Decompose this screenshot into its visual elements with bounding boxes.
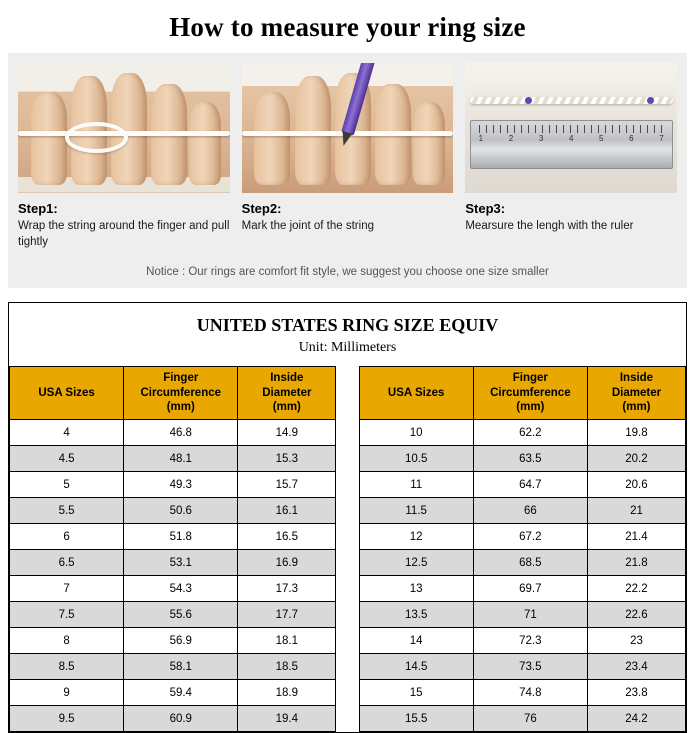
ruler-measuring-string-photo — [465, 63, 677, 193]
cell-usa-size-left: 4.5 — [10, 446, 124, 472]
cell-usa-size-left: 5 — [10, 472, 124, 498]
ruler-number: 6 — [629, 134, 634, 144]
cell-circumference-right: 63.5 — [473, 446, 587, 472]
ring-size-table — [9, 366, 686, 732]
cell-diameter-left: 15.3 — [238, 446, 336, 472]
cell-circumference-right: 69.7 — [473, 576, 587, 602]
table-subtitle: Unit: Millimeters — [298, 340, 397, 356]
step-1 — [18, 63, 230, 250]
cell-usa-size-right: 10 — [359, 420, 473, 446]
header-line: (mm) — [622, 401, 651, 414]
table-spacer — [336, 472, 359, 498]
cell-diameter-left: 17.3 — [238, 576, 336, 602]
cell-diameter-right: 23 — [587, 628, 685, 654]
cell-circumference-left: 46.8 — [124, 420, 238, 446]
cell-usa-size-left: 9 — [10, 680, 124, 706]
page-title: How to measure your ring size — [169, 12, 526, 42]
cell-diameter-left: 16.5 — [238, 524, 336, 550]
column-header-usa-sizes-left: USA Sizes — [10, 367, 124, 420]
step-2-description: Mark the joint of the string — [241, 220, 374, 232]
table-row — [10, 576, 686, 602]
table-spacer — [336, 654, 359, 680]
header-line: (mm) — [516, 401, 545, 414]
cell-diameter-right: 20.6 — [587, 472, 685, 498]
header-line: Finger — [163, 372, 199, 385]
finger-shape — [254, 92, 290, 186]
table-row — [10, 628, 686, 654]
cell-circumference-left: 60.9 — [124, 706, 238, 732]
cell-circumference-left: 53.1 — [124, 550, 238, 576]
step-2 — [242, 63, 454, 250]
cell-circumference-right: 72.3 — [473, 628, 587, 654]
cell-diameter-right: 23.4 — [587, 654, 685, 680]
finger-shape — [413, 102, 445, 185]
cell-usa-size-right: 15 — [359, 680, 473, 706]
cell-circumference-left: 54.3 — [124, 576, 238, 602]
cell-diameter-left: 17.7 — [238, 602, 336, 628]
string-loop — [65, 122, 128, 153]
steps-panel — [8, 53, 687, 288]
ruler-icon — [470, 120, 673, 169]
cell-circumference-left: 58.1 — [124, 654, 238, 680]
cell-diameter-right: 21.8 — [587, 550, 685, 576]
cell-circumference-right: 62.2 — [473, 420, 587, 446]
table-row — [10, 420, 686, 446]
cell-diameter-right: 23.8 — [587, 680, 685, 706]
cell-circumference-left: 55.6 — [124, 602, 238, 628]
cell-usa-size-left: 4 — [10, 420, 124, 446]
header-line: Diameter — [262, 386, 312, 399]
pen-marking-string-photo — [242, 63, 454, 193]
step-3 — [465, 63, 677, 250]
cell-circumference-right: 68.5 — [473, 550, 587, 576]
ruler-number: 5 — [599, 134, 604, 144]
table-spacer — [336, 628, 359, 654]
step-3-description: Mearsure the lengh with the ruler — [465, 220, 634, 232]
cell-usa-size-left: 6 — [10, 524, 124, 550]
cell-usa-size-left: 5.5 — [10, 498, 124, 524]
cell-diameter-right: 19.8 — [587, 420, 685, 446]
cell-circumference-right: 71 — [473, 602, 587, 628]
cell-usa-size-right: 12.5 — [359, 550, 473, 576]
cell-usa-size-right: 12 — [359, 524, 473, 550]
cell-usa-size-left: 8 — [10, 628, 124, 654]
cell-usa-size-right: 11 — [359, 472, 473, 498]
header-line: Inside — [619, 372, 654, 385]
ruler-number: 4 — [568, 134, 574, 144]
header-line: (mm) — [272, 401, 301, 414]
step-3-title: Step3: — [465, 201, 506, 216]
header-line: Finger — [512, 372, 548, 385]
table-spacer — [336, 602, 359, 628]
table-row — [10, 550, 686, 576]
ruler-number: 2 — [508, 134, 514, 144]
cell-circumference-right: 74.8 — [473, 680, 587, 706]
table-header-row — [10, 367, 686, 420]
column-header-usa-sizes-right: USA Sizes — [359, 367, 473, 420]
step-1-title: Step1: — [18, 201, 58, 216]
header-line: Inside — [270, 372, 304, 385]
cell-circumference-right: 64.7 — [473, 472, 587, 498]
cell-circumference-left: 50.6 — [124, 498, 238, 524]
ruler-numbers — [479, 134, 664, 143]
cell-diameter-right: 22.2 — [587, 576, 685, 602]
cell-circumference-right: 76 — [473, 706, 587, 732]
table-row — [10, 446, 686, 472]
hand-with-string-photo — [18, 63, 230, 193]
table-title: UNITED STATES RING SIZE EQUIV — [196, 315, 499, 336]
ruler-ticks — [479, 125, 664, 133]
cell-usa-size-right: 14 — [359, 628, 473, 654]
cell-diameter-left: 19.4 — [238, 706, 336, 732]
header-line: Circumference — [490, 386, 571, 399]
cell-diameter-left: 18.9 — [238, 680, 336, 706]
cell-circumference-left: 48.1 — [124, 446, 238, 472]
ruler-number: 1 — [478, 134, 484, 144]
cell-usa-size-right: 13.5 — [359, 602, 473, 628]
ruler-number: 3 — [538, 134, 544, 144]
cell-diameter-right: 21 — [587, 498, 685, 524]
cell-usa-size-left: 8.5 — [10, 654, 124, 680]
header-line: Diameter — [611, 386, 662, 399]
table-spacer — [336, 550, 359, 576]
table-row — [10, 602, 686, 628]
cell-diameter-right: 21.4 — [587, 524, 685, 550]
table-spacer — [336, 446, 359, 472]
header-line: (mm) — [166, 401, 195, 414]
table-row — [10, 498, 686, 524]
ruler-number: 7 — [659, 134, 664, 144]
column-header-circumference-left — [124, 367, 238, 420]
cell-usa-size-right: 14.5 — [359, 654, 473, 680]
cell-diameter-right: 22.6 — [587, 602, 685, 628]
cell-diameter-left: 16.1 — [238, 498, 336, 524]
cell-usa-size-left: 7.5 — [10, 602, 124, 628]
notice-text: Notice : Our rings are comfort fit style, we suggest you choose one size smaller — [146, 266, 549, 279]
header-line: Circumference — [140, 386, 222, 399]
cell-usa-size-right: 15.5 — [359, 706, 473, 732]
cell-diameter-left: 18.5 — [238, 654, 336, 680]
cell-usa-size-left: 9.5 — [10, 706, 124, 732]
table-spacer — [336, 498, 359, 524]
table-spacer — [336, 680, 359, 706]
string-line — [470, 97, 673, 104]
cell-diameter-left: 15.7 — [238, 472, 336, 498]
table-spacer — [336, 420, 359, 446]
steps-row — [18, 63, 677, 250]
finger-shape — [31, 92, 67, 186]
step-1-description: Wrap the string around the finger and pull tightly — [18, 220, 230, 248]
cell-usa-size-left: 6.5 — [10, 550, 124, 576]
cell-circumference-left: 49.3 — [124, 472, 238, 498]
cell-diameter-right: 24.2 — [587, 706, 685, 732]
table-spacer — [336, 367, 359, 420]
table-row — [10, 524, 686, 550]
cell-diameter-left: 16.9 — [238, 550, 336, 576]
finger-shape — [189, 102, 221, 185]
cell-circumference-left: 51.8 — [124, 524, 238, 550]
cell-usa-size-right: 11.5 — [359, 498, 473, 524]
column-header-circumference-right — [473, 367, 587, 420]
cell-diameter-right: 20.2 — [587, 446, 685, 472]
table-row — [10, 654, 686, 680]
cell-circumference-right: 66 — [473, 498, 587, 524]
cell-diameter-left: 18.1 — [238, 628, 336, 654]
column-header-diameter-right — [587, 367, 685, 420]
table-spacer — [336, 576, 359, 602]
table-body — [10, 420, 686, 732]
table-spacer — [336, 706, 359, 732]
table-row — [10, 680, 686, 706]
cell-usa-size-right: 13 — [359, 576, 473, 602]
string-mark-dot — [525, 97, 532, 104]
cell-circumference-left: 59.4 — [124, 680, 238, 706]
ring-size-table-container — [8, 302, 687, 733]
cell-usa-size-left: 7 — [10, 576, 124, 602]
step-2-title: Step2: — [241, 201, 282, 216]
table-row — [10, 706, 686, 732]
cell-circumference-right: 67.2 — [473, 524, 587, 550]
table-spacer — [336, 524, 359, 550]
cell-diameter-left: 14.9 — [238, 420, 336, 446]
cell-usa-size-right: 10.5 — [359, 446, 473, 472]
cell-circumference-left: 56.9 — [124, 628, 238, 654]
cell-circumference-right: 73.5 — [473, 654, 587, 680]
table-row — [10, 472, 686, 498]
column-header-diameter-left — [238, 367, 336, 420]
